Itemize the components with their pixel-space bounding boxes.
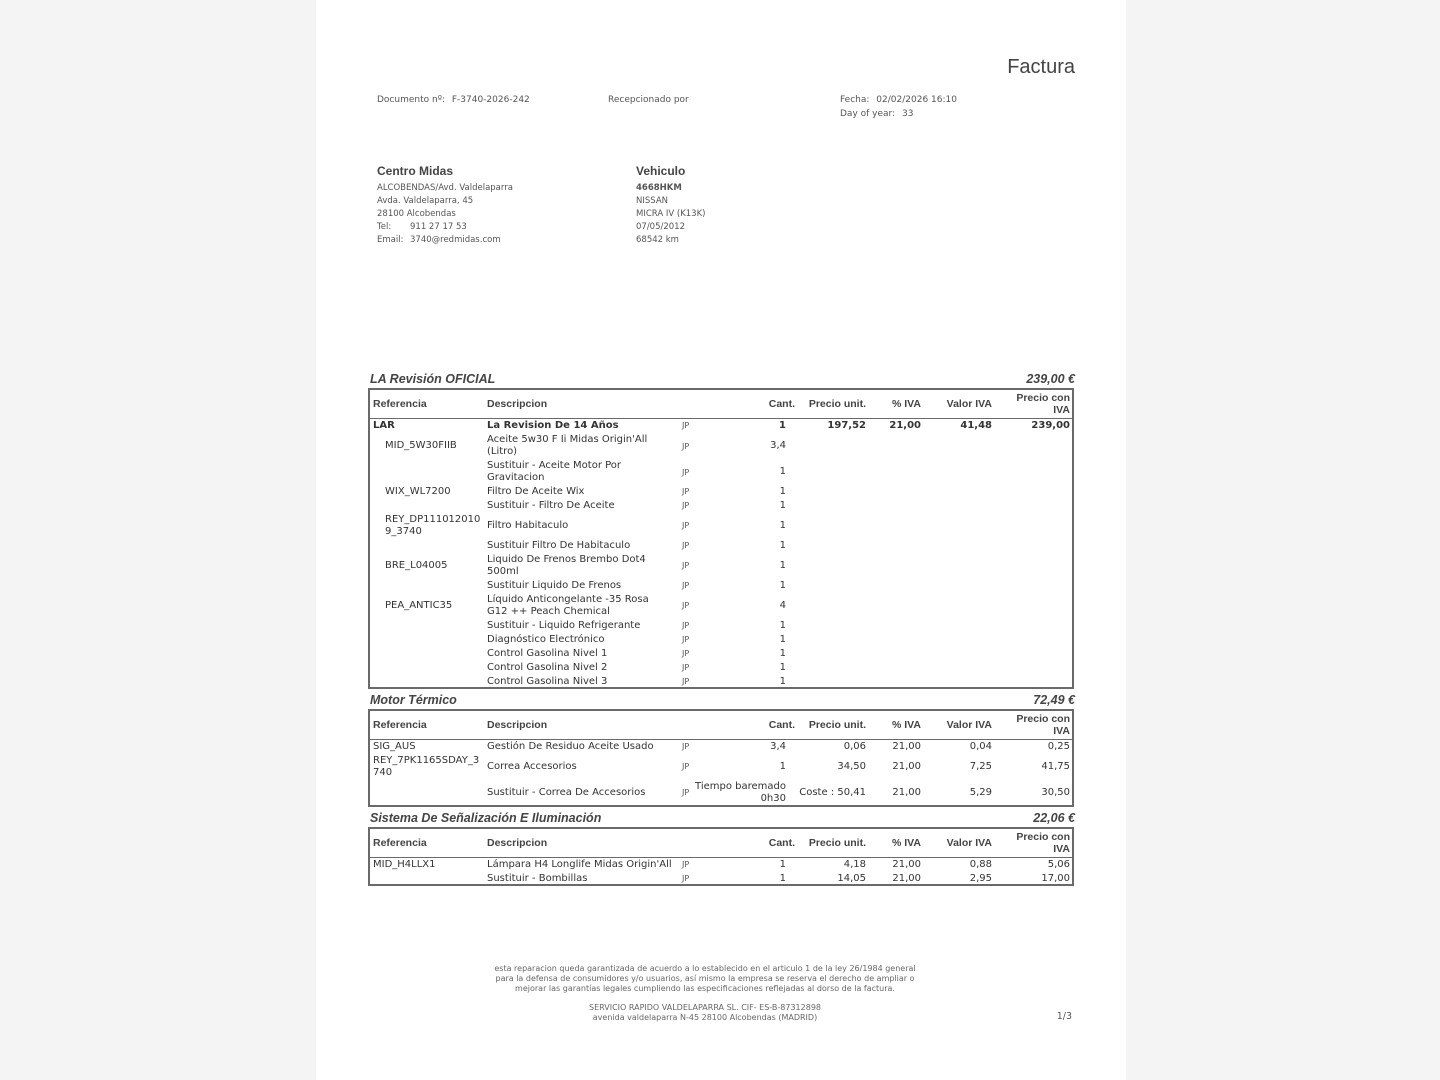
row-cant: 1 <box>779 761 786 772</box>
row-cant: 1 <box>779 466 786 477</box>
row-desc: La Revision De 14 Años <box>487 420 619 431</box>
day-of-year-value: 33 <box>902 109 914 119</box>
section-table <box>368 709 1074 807</box>
row-desc: Sustituir Liquido De Frenos <box>487 580 622 591</box>
row-jp: JP <box>682 541 690 550</box>
day-of-year-line <box>840 109 913 119</box>
col-cant: Cant. <box>768 837 795 849</box>
row-desc: Correa Accesorios <box>487 761 577 772</box>
legal-line-1: esta reparacion queda garantizada de acuerdo a lo establecido en el articulo 1 de la ley 26/1984 general <box>494 964 916 973</box>
row-jp: JP <box>682 635 690 644</box>
row-con-iva: 17,00 <box>1041 873 1070 884</box>
section-title: Motor Térmico <box>370 693 457 707</box>
row-iva-val: 41,48 <box>960 420 992 431</box>
section-total: 22,06 € <box>1033 811 1075 825</box>
row-desc: Gestión De Residuo Aceite Usado <box>487 741 654 752</box>
row-cant: 1 <box>779 540 786 551</box>
row-ref: MID_H4LLX1 <box>373 859 436 870</box>
row-cant: 1 <box>779 620 786 631</box>
row-cant: Tiempo baremado 0h30 <box>695 781 786 804</box>
col-precio: Precio unit. <box>808 837 866 849</box>
row-cant: 3,4 <box>770 741 786 752</box>
section-total: 72,49 € <box>1033 693 1075 707</box>
company-line-2: avenida valdelaparra N-45 28100 Alcobendas (MADRID) <box>592 1013 818 1022</box>
row-ref: LAR <box>373 420 395 431</box>
center-name: Centro Midas <box>377 164 454 178</box>
row-jp: JP <box>682 762 690 771</box>
recepcionado-label: Recepcionado por <box>608 95 689 105</box>
row-desc: Liquido De Frenos Brembo Dot4 500ml <box>487 554 646 577</box>
row-iva-pct: 21,00 <box>892 787 921 798</box>
vehicle-make: NISSAN <box>636 196 668 206</box>
section-total: 239,00 € <box>1026 372 1075 386</box>
row-ref: BRE_L04005 <box>385 560 448 571</box>
row-jp: JP <box>682 561 690 570</box>
row-con-iva: 30,50 <box>1041 787 1070 798</box>
col-precio: Precio unit. <box>808 398 866 410</box>
col-con-iva: Precio con IVA <box>1016 831 1070 855</box>
row-cant: 3,4 <box>770 440 786 451</box>
row-iva-val: 0,88 <box>969 859 992 870</box>
row-jp: JP <box>682 521 690 530</box>
table-header <box>370 711 1072 740</box>
row-cant: 1 <box>779 873 786 884</box>
col-iva-pct: % IVA <box>892 837 921 849</box>
col-precio: Precio unit. <box>808 719 866 731</box>
col-descripcion: Descripcion <box>487 719 548 731</box>
document-number-value: F-3740-2026-242 <box>451 95 530 105</box>
row-ref: MID_5W30FIIB <box>385 440 457 451</box>
page-number: 1/3 <box>1056 1011 1072 1022</box>
row-iva-pct: 21,00 <box>892 741 921 752</box>
row-desc: Sustituir - Correa De Accesorios <box>487 787 646 798</box>
row-cant: 1 <box>779 500 786 511</box>
center-address-3: 28100 Alcobendas <box>377 209 456 219</box>
row-cant: 1 <box>779 648 786 659</box>
vehicle-model: MICRA IV (K13K) <box>636 209 706 219</box>
row-jp: JP <box>682 581 690 590</box>
fecha-line <box>840 95 957 105</box>
row-cant: 1 <box>779 662 786 673</box>
row-jp: JP <box>682 677 690 686</box>
row-cant: 4 <box>779 600 786 611</box>
fecha-label: Fecha: <box>840 95 870 105</box>
col-descripcion: Descripcion <box>487 398 548 410</box>
col-con-iva: Precio con IVA <box>1016 713 1070 737</box>
row-jp: JP <box>682 663 690 672</box>
row-cant: 1 <box>779 520 786 531</box>
vehicle-plate: 4668HKM <box>636 183 682 193</box>
row-desc: Control Gasolina Nivel 1 <box>487 648 608 659</box>
col-iva-pct: % IVA <box>892 398 921 410</box>
col-referencia: Referencia <box>373 719 427 731</box>
row-ref: REY_7PK1165SDAY_3740 <box>373 755 480 778</box>
col-cant: Cant. <box>768 398 795 410</box>
row-cant: 1 <box>779 634 786 645</box>
day-of-year-label: Day of year: <box>840 109 896 119</box>
table-header <box>370 390 1072 419</box>
vehicle-km: 68542 km <box>636 235 679 245</box>
row-jp: JP <box>682 487 690 496</box>
center-email-label: Email: <box>377 235 404 245</box>
center-address-1: ALCOBENDAS/Avd. Valdelaparra <box>377 183 513 193</box>
row-con-iva: 41,75 <box>1041 761 1070 772</box>
row-desc: Control Gasolina Nivel 2 <box>487 662 608 673</box>
fecha-value: 02/02/2026 16:10 <box>876 95 957 105</box>
row-iva-pct: 21,00 <box>889 420 921 431</box>
row-cant: 1 <box>779 676 786 687</box>
col-descripcion: Descripcion <box>487 837 548 849</box>
row-desc: Sustituir - Liquido Refrigerante <box>487 620 641 631</box>
section-table <box>368 388 1074 689</box>
col-iva-val: Valor IVA <box>946 837 992 849</box>
row-jp: JP <box>682 442 690 451</box>
row-cant: 1 <box>779 486 786 497</box>
legal-line-3: mejorar las garantías legales cumpliendo las especificaciones reflejadas al dorso de la factura. <box>515 984 895 993</box>
row-precio: 4,18 <box>843 859 866 870</box>
row-ref: SIG_AUS <box>373 741 416 752</box>
row-con-iva: 5,06 <box>1047 859 1070 870</box>
row-desc: Sustituir - Filtro De Aceite <box>487 500 615 511</box>
row-iva-pct: 21,00 <box>892 873 921 884</box>
section-title: Sistema De Señalización E Iluminación <box>370 811 602 825</box>
row-ref: REY_DP1110120109_3740 <box>385 514 481 537</box>
section-table <box>368 827 1074 886</box>
row-precio: 197,52 <box>827 420 866 431</box>
company-info <box>430 1003 980 1023</box>
row-cant: 1 <box>779 580 786 591</box>
row-jp: JP <box>682 601 690 610</box>
row-desc: Control Gasolina Nivel 3 <box>487 676 608 687</box>
row-jp: JP <box>682 649 690 658</box>
row-precio: 0,06 <box>843 741 866 752</box>
row-desc: Filtro Habitaculo <box>487 520 569 531</box>
row-ref: PEA_ANTIC35 <box>385 600 453 611</box>
row-jp: JP <box>682 501 690 510</box>
row-iva-val: 7,25 <box>969 761 992 772</box>
col-referencia: Referencia <box>373 398 427 410</box>
company-line-1: SERVICIO RAPIDO VALDELAPARRA SL. CIF- ES-B-87312898 <box>589 1003 821 1012</box>
row-cant: 1 <box>779 420 786 431</box>
row-jp: JP <box>682 421 690 430</box>
center-address-2: Avda. Valdelaparra, 45 <box>377 196 474 206</box>
center-tel-value: 911 27 17 53 <box>410 222 467 232</box>
row-jp: JP <box>682 874 690 883</box>
row-desc: Aceite 5w30 F Ii Midas Origin'All (Litro) <box>487 434 648 457</box>
row-desc: Sustituir - Aceite Motor Por Gravitacion <box>487 460 622 483</box>
row-iva-pct: 21,00 <box>892 859 921 870</box>
col-con-iva: Precio con IVA <box>1016 392 1070 416</box>
section-title: LA Revisión OFICIAL <box>370 372 496 386</box>
row-iva-pct: 21,00 <box>892 761 921 772</box>
row-con-iva: 239,00 <box>1031 420 1070 431</box>
col-iva-val: Valor IVA <box>946 398 992 410</box>
row-desc: Líquido Anticongelante -35 Rosa G12 ++ Peach Chemical <box>487 594 649 617</box>
row-desc: Sustituir - Bombillas <box>487 873 588 884</box>
row-jp: JP <box>682 621 690 630</box>
row-iva-val: 2,95 <box>969 873 992 884</box>
center-tel-label: Tel: <box>377 222 392 232</box>
row-precio: 14,05 <box>837 873 866 884</box>
col-referencia: Referencia <box>373 837 427 849</box>
row-jp: JP <box>682 468 690 477</box>
row-desc: Diagnóstico Electrónico <box>487 634 605 645</box>
center-email-value: 3740@redmidas.com <box>410 235 501 245</box>
row-cant: 1 <box>779 859 786 870</box>
col-cant: Cant. <box>768 719 795 731</box>
row-cant: 1 <box>779 560 786 571</box>
table-header <box>370 829 1072 858</box>
col-iva-val: Valor IVA <box>946 719 992 731</box>
row-jp: JP <box>682 742 690 751</box>
document-number-label: Documento nº: <box>377 95 445 105</box>
vehicle-date: 07/05/2012 <box>636 222 685 232</box>
row-iva-val: 5,29 <box>969 787 992 798</box>
document-number <box>377 95 530 105</box>
row-jp: JP <box>682 788 690 797</box>
row-ref: WIX_WL7200 <box>385 486 451 497</box>
row-desc: Filtro De Aceite Wix <box>487 486 585 497</box>
vehicle-heading: Vehiculo <box>636 164 686 178</box>
row-con-iva: 0,25 <box>1047 741 1070 752</box>
row-jp: JP <box>682 860 690 869</box>
row-precio: 34,50 <box>837 761 866 772</box>
row-iva-val: 0,04 <box>969 741 992 752</box>
row-precio: Coste : 50,41 <box>799 787 866 798</box>
row-desc: Sustituir Filtro De Habitaculo <box>487 540 631 551</box>
row-desc: Lámpara H4 Longlife Midas Origin'All <box>487 859 672 870</box>
legal-line-2: para la defensa de consumidores y/o usuarios, así mismo la empresa se reserva el derecho de ampliar o <box>495 974 915 983</box>
document-title: Factura <box>1007 56 1075 78</box>
col-iva-pct: % IVA <box>892 719 921 731</box>
legal-notice <box>430 964 980 994</box>
